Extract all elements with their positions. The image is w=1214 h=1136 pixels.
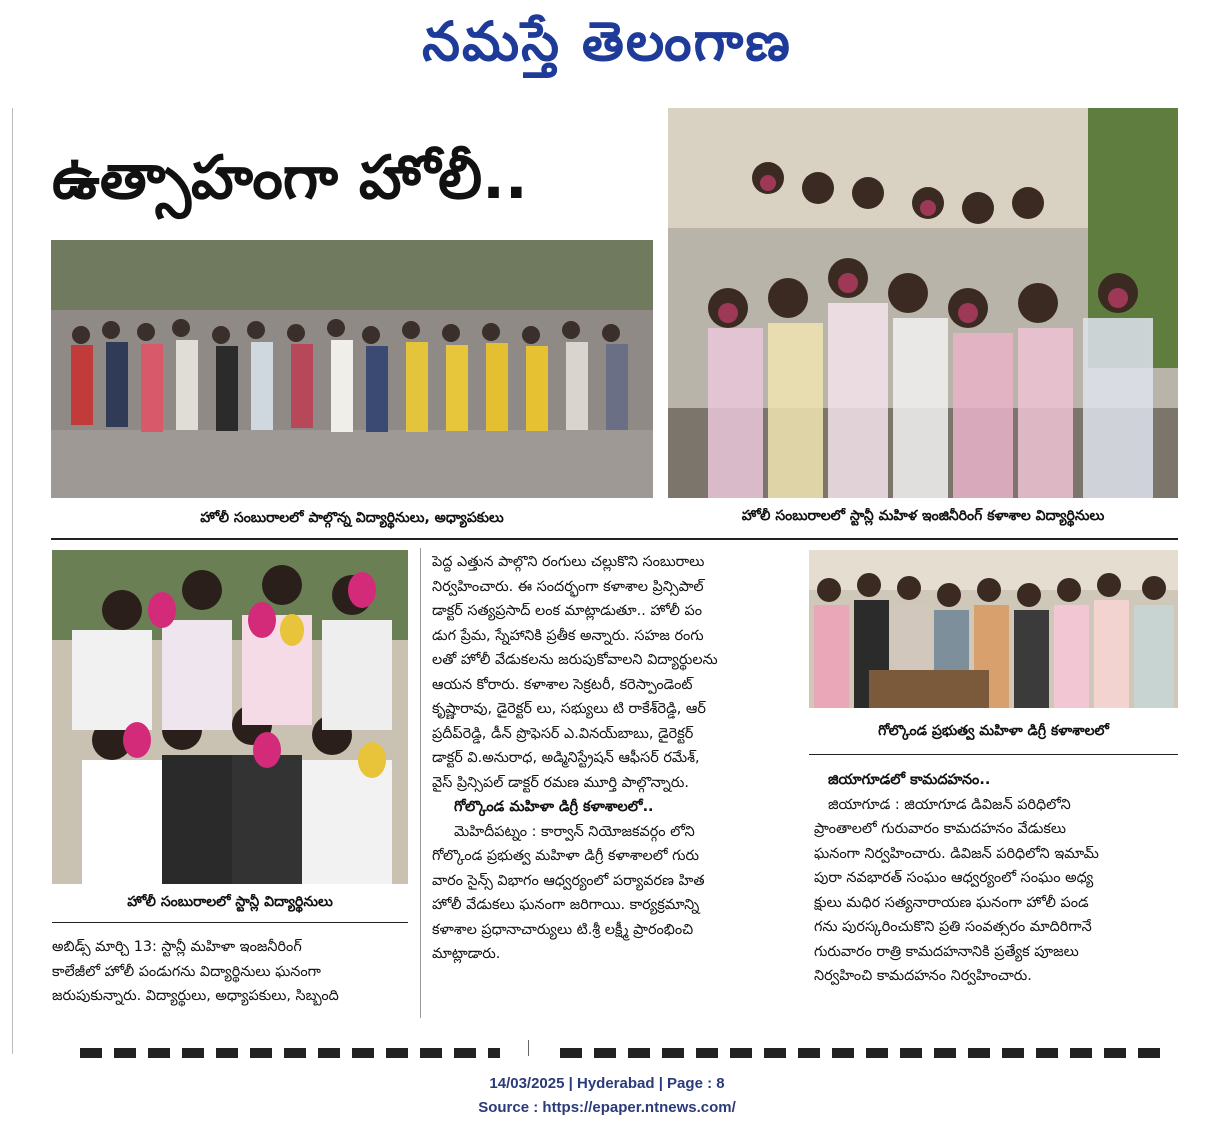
page-footer [0, 1072, 1214, 1120]
footer-source-line[interactable]: Source : https://epaper.ntnews.com/ [478, 1099, 736, 1116]
middle-column-text [432, 550, 798, 1020]
text-line: కాలేజీలో హోలీ పండుగను విద్యార్థినులు ఘనంగా [52, 963, 321, 980]
text-line: జియాగూడ : జియాగూడ డివిజన్ పరిధిలోని [828, 796, 1071, 813]
text-line: లతో హోలీ వేడుకలను జరుపుకోవాలని విద్యార్థులను [432, 652, 718, 668]
right-column-text [814, 768, 1178, 1020]
golconda-photo [809, 550, 1178, 708]
text-line: డుగ ప్రేమ, స్నేహానికి ప్రతీక అన్నారు. సహజ రంగు [432, 627, 704, 644]
text-line: మాట్లాడారు. [432, 946, 501, 962]
text-line: వైస్ ప్రిన్సిపల్ డాక్టర్ రమణ మూర్తి పాల్గొన్నారు. [432, 774, 689, 791]
left-column-text [52, 935, 410, 1015]
text-line: క్షులు మధిర సత్యనారాయణ ఘనంగా హోలీ పండ [814, 894, 1089, 911]
hands-photo [52, 550, 408, 884]
newspaper-masthead: నమస్తే తెలంగాణ [422, 9, 792, 73]
text-line: నిర్వహించి కామదహనం నిర్వహించారు. [814, 968, 1032, 984]
golconda-photo-caption: గోల్కొండ ప్రభుత్వ మహిళా డిగ్రీ కళాశాలలో [878, 723, 1109, 739]
text-line: పెద్ద ఎత్తున పాల్గొని రంగులు చల్లుకొని సంబురాలు [432, 554, 705, 570]
text-line: పురా నవభారత్ సంఘం ఆధ్వర్యంలో సంఘం అధ్య [814, 870, 1094, 886]
text-line: కళాశాల ప్రధానాచార్యులు టి.శ్రీ లక్ష్మీ ప్రారంభించి [432, 921, 694, 938]
text-line: ప్రదీప్‌రెడ్డి, డీన్ ప్రొఫెసర్ ఎ.వినయ్‌బాబు, డైరెక్టర్ [432, 725, 694, 742]
hands-caption-rule [52, 922, 408, 923]
golconda-subhead: గోల్కొండ మహిళా డిగ్రీ కళాశాలలో.. [454, 799, 654, 815]
cropped-headline-left [80, 1048, 500, 1058]
footer-date-line: 14/03/2025 | Hyderabad | Page : 8 [489, 1075, 725, 1092]
text-line: హోలీ వేడుకలు ఘనంగా జరిగాయి. కార్యక్రమాన్ని [432, 897, 700, 913]
text-line: గను పురస్కరించుకొని ప్రతి సంవత్సరం మాదిరిగానే [814, 919, 1092, 935]
crowd-photo-caption: హోలీ సంబురాలలో పాల్గొన్న విద్యార్థినులు, అధ్యాపకులు [200, 510, 504, 526]
text-line: డాక్టర్ వి.అనురాధ, అడ్మినిస్ట్రేషన్ ఆఫీసర్ రమేశ్, [432, 750, 700, 766]
text-line: అబిడ్స్ మార్చి 13: స్టాన్లీ మహిళా ఇంజనీరింగ్ [52, 939, 302, 955]
jiyaguda-subhead: జియాగూడలో కామదహనం.. [828, 772, 991, 788]
group-photo [668, 108, 1178, 498]
column-separator [420, 548, 421, 1018]
crowd-photo [51, 240, 653, 498]
cropped-headline-right [560, 1048, 1160, 1058]
text-line: గురువారం రాత్రి కామదహనానికి ప్రత్యేక పూజలు [814, 943, 1079, 960]
text-line: ప్రాంతాలలో గురువారం కామదహనం వేడుకలు [814, 821, 1067, 837]
text-line: ఆయన కోరారు. కళాశాల సెక్రటరీ, కరెస్పాండెంట్ [432, 676, 693, 693]
group-photo-caption: హోలీ సంబురాలలో స్టాన్లీ మహిళ ఇంజినీరింగ్ కళాశాల విద్యార్థినులు [741, 508, 1105, 524]
article-headline: ఉత్సాహంగా హోలీ.. [52, 143, 528, 213]
text-line: జరుపుకున్నారు. విద్యార్థులు, అధ్యాపకులు, సిబ్బంది [52, 988, 339, 1004]
text-line: ఘనంగా నిర్వహించారు. డివిజన్ పరిధిలోని ఇమామ్ [814, 845, 1099, 862]
section-divider [51, 538, 1178, 540]
hands-photo-caption: హోలీ సంబురాలలో స్టాన్లీ విద్యార్థినులు [127, 894, 333, 910]
bottom-divider [528, 1040, 529, 1056]
text-line: కృష్ణారావు, డైరెక్టర్ లు, సభ్యులు టి రాకేశ్‌రెడ్డి, ఆర్ [432, 701, 706, 717]
golconda-caption-rule [809, 754, 1178, 755]
text-line: గోల్కొండ ప్రభుత్వ మహిళా డిగ్రీ కళాశాలలో గురు [432, 848, 700, 864]
text-line: మెహిదీపట్నం : కార్వాన్ నియోజకవర్గం లోని [454, 823, 695, 840]
text-line: నిర్వహించారు. ఈ సందర్భంగా కళాశాల ప్రిన్సిపాల్ [432, 578, 704, 595]
text-line: వారం సైన్స్ విభాగం ఆధ్వర్యంలో పర్యావరణ హిత [432, 872, 705, 889]
text-line: డాక్టర్ సత్యప్రసాద్ లంక మాట్లాడుతూ.. హోలీ పం [432, 603, 702, 619]
